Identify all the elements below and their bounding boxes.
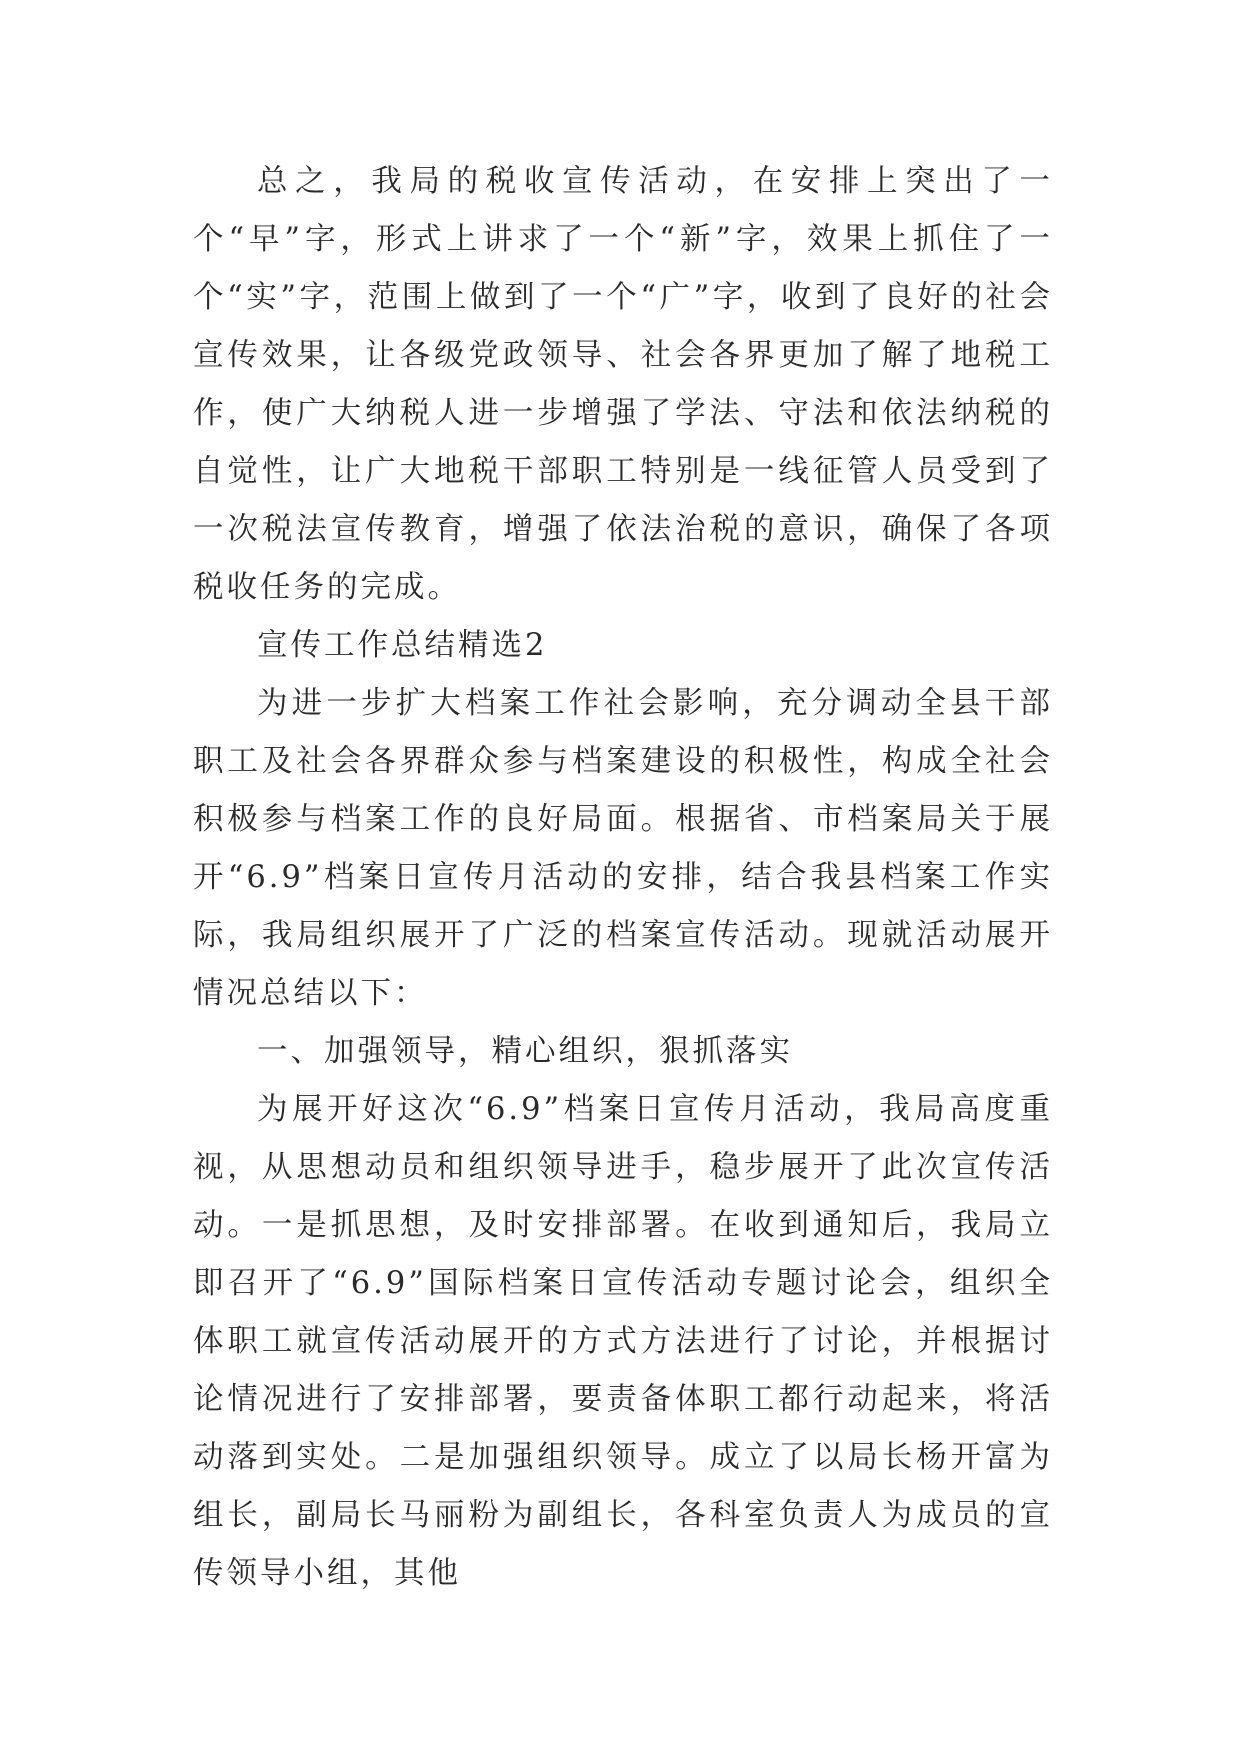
paragraph-summary: 总之，我局的税收宣传活动，在安排上突出了一个“早”字，形式上讲求了一个“新”字，效果上抓住了一个“实”字，范围上做到了一个“广”字，收到了良好的社会宣传效果，让各级党政领导、社会各界更加了解了地税工作，使广大纳税人进一步增强了学法、守法和依法纳税的自觉性，让广大地税干部职工特别是一线征管人员受到了一次税法宣传教育，增强了依法治税的意识，确保了各项税收任务的完成。 — [193, 164, 1053, 605]
section-title: 宣传工作总结精选2 — [257, 628, 548, 663]
paragraph-intro: 为进一步扩大档案工作社会影响，充分调动全县干部职工及社会各界群众参与档案建设的积极性，构成全社会积极参与档案工作的良好局面。根据省、市档案局关于展开“6.9”档案日宣传月活动的安排，结合我县档案工作实际，我局组织展开了广泛的档案宣传活动。现就活动展开情况总结以下： — [193, 686, 1053, 1011]
subsection-heading: 一、加强领导，精心组织，狠抓落实 — [257, 1034, 793, 1069]
paragraph-details: 为展开好这次“6.9”档案日宣传月活动，我局高度重视，从思想动员和组织领导进手，稳步展开了此次宣传活动。一是抓思想，及时安排部署。在收到通知后，我局立即召开了“6.9”国际档案日宣传活动专题讨论会，组织全体职工就宣传活动展开的方式方法进行了讨论，并根据讨论情况进行了安排部署，要责备体职工都行动起来，将活动落到实处。二是加强组织领导。成立了以局长杨开富为组长，副局长马丽粉为副组长，各科室负责人为成员的宣传领导小组，其他 — [193, 1092, 1053, 1591]
document-body — [193, 153, 1053, 1603]
